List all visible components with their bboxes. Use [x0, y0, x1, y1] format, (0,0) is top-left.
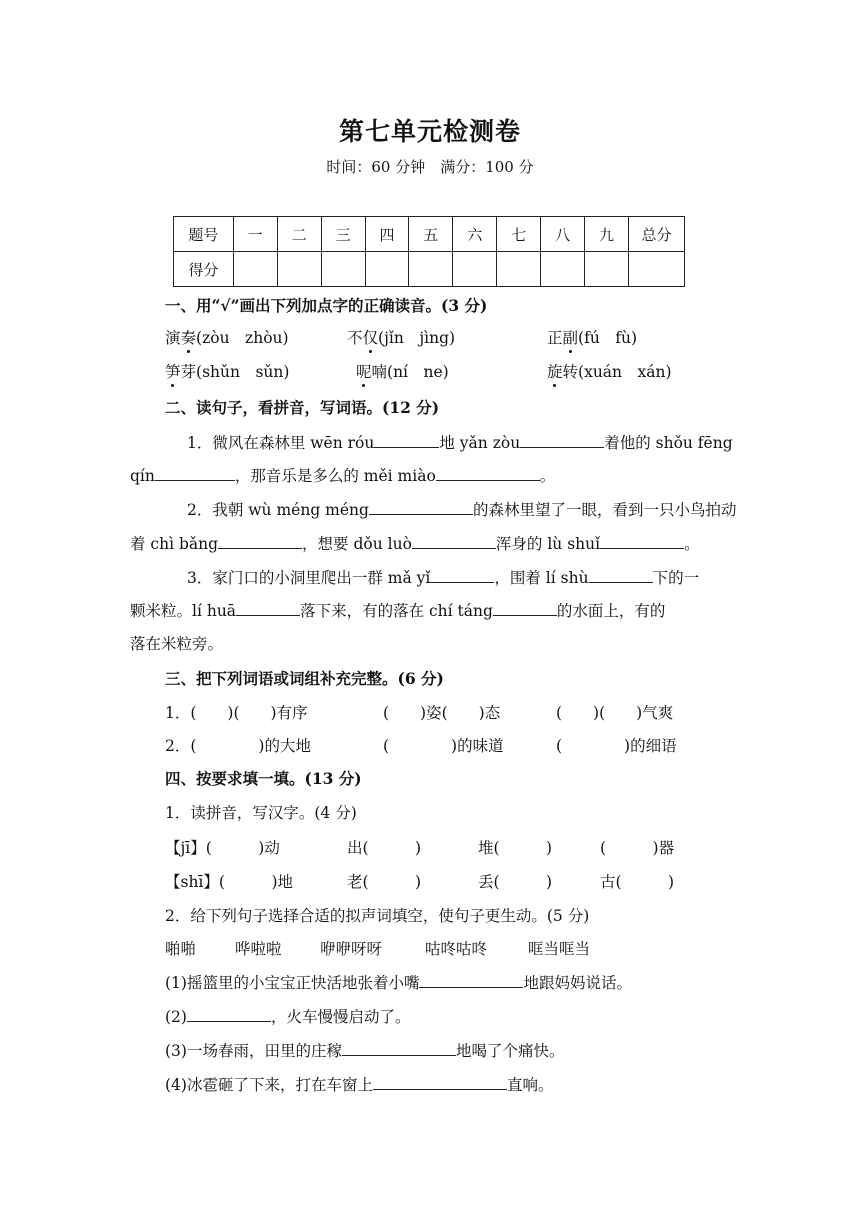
- fill-item[interactable]: 出( ): [347, 839, 422, 857]
- fill-item[interactable]: 堆( ): [478, 839, 553, 857]
- table-cell: 一: [233, 217, 277, 252]
- fill-item[interactable]: 【jī】( )动: [165, 839, 280, 857]
- score-cell[interactable]: [277, 252, 321, 287]
- table-cell: 九: [585, 217, 629, 252]
- fill-item[interactable]: ( )姿( )态: [383, 704, 501, 722]
- answer-blank[interactable]: [430, 567, 494, 584]
- word-option: 咿咿呀呀: [320, 940, 383, 958]
- question-line: (3)一场春雨，田里的庄稼 地喝了个痛快。: [165, 1039, 564, 1061]
- table-cell: 总分: [629, 217, 685, 252]
- word-option: 啪啪: [165, 940, 197, 958]
- table-cell: 三: [321, 217, 365, 252]
- question-line: 落在米粒旁。: [130, 635, 224, 653]
- pinyin-options[interactable]: (zòu zhòu): [196, 329, 289, 347]
- answer-blank[interactable]: [373, 1074, 507, 1091]
- question-line: qín ，那音乐是多么的 měi miào 。: [130, 464, 555, 486]
- table-cell: 七: [497, 217, 541, 252]
- pinyin-item: 旋转(xuán xán): [547, 360, 672, 382]
- answer-blank[interactable]: [600, 533, 684, 550]
- table-cell: 五: [409, 217, 453, 252]
- score-cell[interactable]: [365, 252, 409, 287]
- question-line: (2) ，火车慢慢启动了。: [165, 1005, 410, 1027]
- question-line: 2．我朝 wù méng méng 的森林里望了一眼，看到一只小鸟拍动: [187, 498, 736, 520]
- fill-item[interactable]: 老( ): [347, 873, 422, 891]
- pinyin-options[interactable]: (ní ne): [387, 363, 449, 381]
- table-cell: 六: [453, 217, 497, 252]
- score-cell[interactable]: [585, 252, 629, 287]
- page-title: 第七单元检测卷: [338, 117, 521, 146]
- answer-blank[interactable]: [218, 533, 302, 550]
- table-cell: 二: [277, 217, 321, 252]
- section-1-heading: 一、用“√”画出下列加点字的正确读音。(3 分): [165, 296, 488, 315]
- score-cell[interactable]: [453, 252, 497, 287]
- score-table: [173, 216, 685, 287]
- score-cell[interactable]: [541, 252, 585, 287]
- score-table-header-row: [174, 217, 685, 252]
- fill-item[interactable]: 1．( )( )有序: [165, 704, 308, 722]
- fill-item[interactable]: 2．( )的大地: [165, 737, 311, 755]
- section-2-heading: 二、读句子，看拼音，写词语。(12 分): [165, 398, 440, 417]
- answer-blank[interactable]: [187, 1006, 271, 1023]
- question-line: (1)摇篮里的小宝宝正快活地张着小嘴 地跟妈妈说话。: [165, 971, 632, 993]
- fill-item[interactable]: ( )的细语: [556, 737, 677, 755]
- fill-item[interactable]: 丢( ): [478, 873, 553, 891]
- dotted-char: 副: [563, 326, 579, 348]
- answer-blank[interactable]: [155, 465, 235, 482]
- dotted-char: 旋: [547, 360, 563, 382]
- pinyin-options[interactable]: (fú fù): [578, 329, 638, 347]
- answer-blank[interactable]: [419, 972, 523, 989]
- table-cell: 题号: [174, 217, 234, 252]
- sub-question: 1．读拼音，写汉字。(4 分): [165, 804, 357, 822]
- question-line: 3．家门口的小洞里爬出一群 mǎ yǐ ，围着 lí shù 下的一: [187, 566, 699, 588]
- word-option: 哐当哐当: [528, 940, 591, 958]
- table-cell: 四: [365, 217, 409, 252]
- answer-blank[interactable]: [236, 600, 300, 617]
- fill-item[interactable]: ( )的味道: [383, 737, 504, 755]
- fill-item[interactable]: ( )器: [600, 839, 675, 857]
- score-cell[interactable]: [497, 252, 541, 287]
- pinyin-item: 笋芽(shǔn sǔn): [165, 360, 289, 382]
- pinyin-item: 呢喃(ní ne): [356, 360, 449, 382]
- answer-blank[interactable]: [589, 567, 653, 584]
- sub-question: 2．给下列句子选择合适的拟声词填空，使句子更生动。(5 分): [165, 907, 590, 925]
- score-cell[interactable]: [629, 252, 685, 287]
- answer-blank[interactable]: [520, 432, 604, 449]
- section-3-heading: 三、把下列词语或词组补充完整。(6 分): [165, 669, 444, 688]
- answer-blank[interactable]: [369, 499, 473, 516]
- dotted-char: 笋: [165, 360, 181, 382]
- fill-item[interactable]: 古( ): [600, 873, 675, 891]
- answer-blank[interactable]: [374, 432, 439, 449]
- score-cell[interactable]: [233, 252, 277, 287]
- pinyin-item: 不仅(jǐn jìng): [347, 326, 455, 348]
- table-cell: 得分: [174, 252, 234, 287]
- answer-blank[interactable]: [436, 465, 540, 482]
- pinyin-options[interactable]: (xuán xán): [578, 363, 672, 381]
- dotted-char: 奏: [181, 326, 197, 348]
- score-table-score-row: [174, 252, 685, 287]
- pinyin-item: 正副(fú fù): [547, 326, 637, 348]
- answer-blank[interactable]: [493, 600, 557, 617]
- section-4-heading: 四、按要求填一填。(13 分): [165, 769, 362, 788]
- question-line: 颗米粒。lí huā 落下来，有的落在 chí táng 的水面上，有的: [130, 599, 665, 621]
- question-line: 着 chì bǎng ，想要 dǒu luò 浑身的 lù shuǐ 。: [130, 532, 700, 554]
- answer-blank[interactable]: [342, 1040, 456, 1057]
- question-line: (4)冰雹砸了下来，打在车窗上 直响。: [165, 1073, 553, 1095]
- pinyin-options[interactable]: (shǔn sǔn): [196, 363, 290, 381]
- dotted-char: 呢: [356, 360, 372, 382]
- pinyin-options[interactable]: (jǐn jìng): [378, 329, 456, 347]
- word-option: 哗啦啦: [235, 940, 282, 958]
- word-option: 咕咚咕咚: [425, 940, 488, 958]
- dotted-char: 仅: [363, 326, 379, 348]
- score-cell[interactable]: [321, 252, 365, 287]
- pinyin-item: 演奏(zòu zhòu): [165, 326, 289, 348]
- exam-info: 时间：60 分钟 满分：100 分: [326, 158, 534, 176]
- table-cell: 八: [541, 217, 585, 252]
- fill-item[interactable]: ( )( )气爽: [556, 704, 674, 722]
- answer-blank[interactable]: [412, 533, 496, 550]
- question-line: 1．微风在森林里 wēn róu 地 yǎn zòu 着他的 shǒu fēng: [187, 431, 733, 453]
- score-cell[interactable]: [409, 252, 453, 287]
- fill-item[interactable]: 【shī】( )地: [165, 873, 293, 891]
